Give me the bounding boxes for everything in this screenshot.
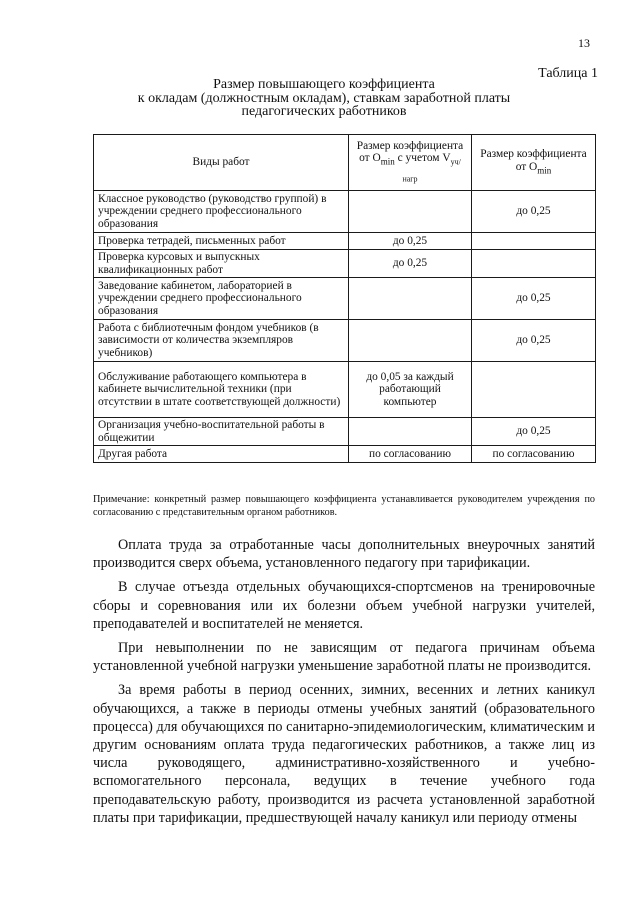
cell-with-load: до 0,05 за каждый работающий компьютер <box>349 362 472 418</box>
cell-from-min <box>472 233 596 250</box>
cell-from-min: до 0,25 <box>472 278 596 320</box>
cell-from-min <box>472 250 596 278</box>
cell-with-load <box>349 191 472 233</box>
table-note: Примечание: конкретный размер повышающего коэффициента устанавливается руководителем учреждения по согласованию с представительным органом работников. <box>93 494 595 518</box>
table-header-row <box>94 135 596 191</box>
paragraph: В случае отъезда отдельных обучающихся-спортсменов на тренировочные сборы и соревнования или их болезни объем учебной нагрузки учителей, преподавателей и воспитателей не меняется. <box>93 579 595 632</box>
cell-with-load: до 0,25 <box>349 250 472 278</box>
cell-work: Организация учебно-воспитательной работы в общежитии <box>94 418 349 446</box>
body-text <box>93 536 595 833</box>
title-line: педагогических работников <box>241 104 407 119</box>
cell-from-min: до 0,25 <box>472 320 596 362</box>
cell-work: Другая работа <box>94 446 349 463</box>
table-row <box>94 278 596 320</box>
subscript-load: уч/нагр <box>402 157 461 183</box>
subscript-min: min <box>380 156 395 167</box>
table-row <box>94 191 596 233</box>
header-coef-from-min-text: Размер коэффициента от O <box>480 148 587 173</box>
table-label: Таблица 1 <box>538 66 598 81</box>
header-coef-from-min <box>472 135 596 191</box>
cell-with-load <box>349 418 472 446</box>
table-row <box>94 250 596 278</box>
table-row <box>94 233 596 250</box>
table-row <box>94 418 596 446</box>
cell-from-min <box>472 362 596 418</box>
paragraph: При невыполнении по не зависящим от педагога причинам объема установленной учебной нагрузки уменьшение заработной платы не производится. <box>93 640 595 675</box>
title-line: Размер повышающего коэффициента <box>213 77 435 92</box>
header-work-type: Виды работ <box>94 135 349 191</box>
cell-work: Проверка курсовых и выпускных квалификационных работ <box>94 250 349 278</box>
cell-work: Проверка тетрадей, письменных работ <box>94 233 349 250</box>
paragraph: За время работы в период осенних, зимних, весенних и летних каникул обучающихся, а также в периоды отмены учебных занятий (образовательного процесса) для обучающихся по санитарно-эпидемиологическим, климатическим и другим основаниям оплата труда педагогических работников, а также лиц из числа руководящего, административно-хозяйственного и учебно-вспомогательного персонала, ведущих в течение учебного года преподавательскую работу, производится из расчета установленной заработной платы при тарификации, предшествующей началу каникул или периоду отмены <box>93 682 595 826</box>
table-title <box>95 78 553 119</box>
header-coef-with-load-middle: с учетом V <box>394 152 451 165</box>
cell-with-load <box>349 278 472 320</box>
cell-with-load: до 0,25 <box>349 233 472 250</box>
header-coef-with-load <box>349 135 472 191</box>
cell-work: Обслуживание работающего компьютера в кабинете вычислительной техники (при отсутствии в штате соответствующей должности) <box>94 362 349 418</box>
title-line: к окладам (должностным окладам), ставкам заработной платы <box>137 90 511 106</box>
table-row <box>94 446 596 463</box>
cell-with-load <box>349 320 472 362</box>
cell-work: Заведование кабинетом, лабораторией в учреждении среднего профессионального образования <box>94 278 349 320</box>
table-row <box>94 362 596 418</box>
cell-from-min: до 0,25 <box>472 418 596 446</box>
cell-from-min: до 0,25 <box>472 191 596 233</box>
cell-with-load: по согласованию <box>349 446 472 463</box>
cell-work: Классное руководство (руководство группой) в учреждении среднего профессионального образования <box>94 191 349 233</box>
cell-from-min: по согласованию <box>472 446 596 463</box>
coefficient-table <box>93 134 596 463</box>
subscript-min: min <box>537 165 552 176</box>
paragraph: Оплата труда за отработанные часы дополнительных внеурочных занятий производится сверх объема, установленного педагогу при тарификации. <box>93 537 595 572</box>
cell-work: Работа с библиотечным фондом учебников (в зависимости от количества экземпляров учебников) <box>94 320 349 362</box>
header-coef-with-load-text: Размер коэффициента от O <box>356 139 464 165</box>
page-number: 13 <box>578 36 590 50</box>
table-row <box>94 320 596 362</box>
